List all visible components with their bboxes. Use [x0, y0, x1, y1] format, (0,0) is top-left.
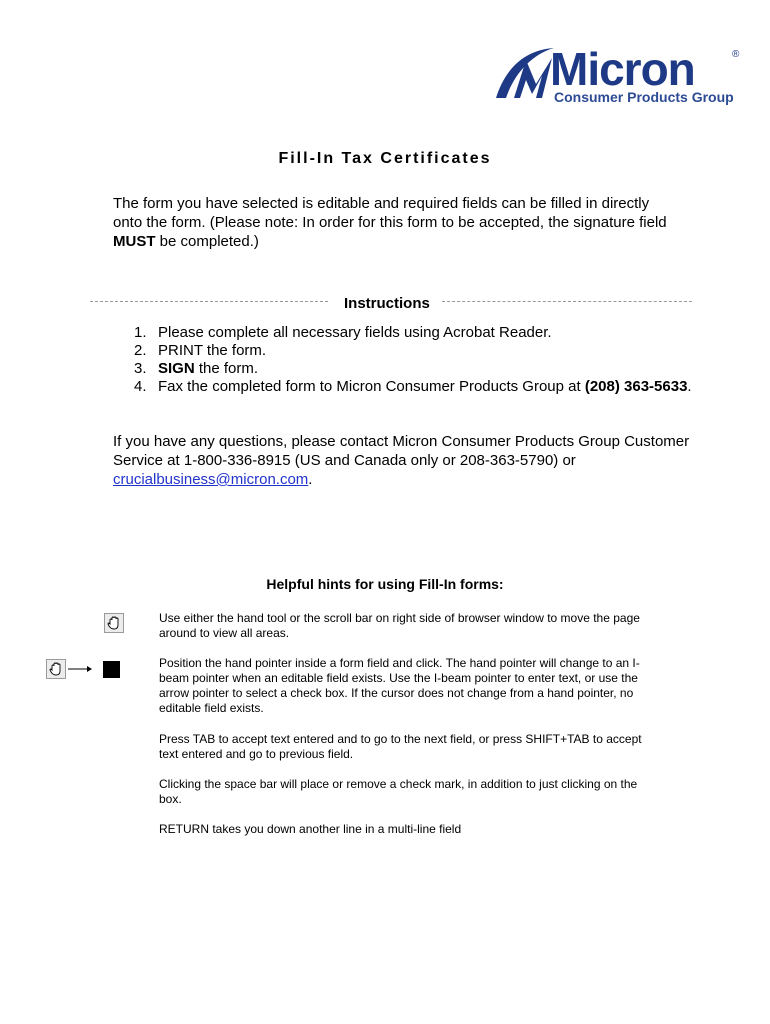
- list-item: [134, 342, 724, 360]
- contact-suffix: .: [308, 471, 313, 488]
- list-item: [134, 324, 724, 342]
- step-suffix: .: [687, 378, 692, 395]
- logo-registered-mark: ®: [732, 49, 740, 60]
- hint-item: Clicking the space bar will place or remove a check mark, in addition to just clicking on the box.: [159, 777, 638, 806]
- instructions-heading: Instructions: [344, 295, 430, 312]
- step-text: the form.: [194, 360, 259, 377]
- step-number: 1.: [134, 324, 147, 341]
- step-number: 2.: [134, 342, 147, 359]
- contact-paragraph: [113, 432, 713, 489]
- ibeam-box-icon: [103, 661, 120, 678]
- contact-text: If you have any questions, please contact Micron Consumer Products Group Customer Service at 1-800-336-8915 (US and Canada only or 208-363-5790) or: [113, 433, 690, 469]
- hint-item: Use either the hand tool or the scroll bar on right side of browser window to move the page around to view all areas.: [159, 611, 640, 640]
- instruction-steps: [134, 324, 724, 396]
- step-number: 3.: [134, 360, 147, 377]
- instructions-divider: [90, 295, 694, 315]
- page-title: Fill-In Tax Certificates: [278, 150, 492, 167]
- hint-item: RETURN takes you down another line in a multi-line field: [159, 822, 462, 836]
- intro-text-end: be completed.): [155, 233, 259, 250]
- hand-tool-icon: [104, 613, 124, 633]
- divider-line-left: [90, 301, 328, 302]
- hand-pointer-icon: [46, 659, 66, 679]
- intro-text: The form you have selected is editable and required fields can be filled in directly onto the form. (Please note: In order for this form to be accepted, the signature field: [113, 195, 667, 231]
- step-number: 4.: [134, 378, 147, 395]
- hint-item: Press TAB to accept text entered and to go to the next field, or press SHIFT+TAB to accept text entered and go to previous field.: [159, 732, 642, 761]
- logo-wordmark: Micron: [550, 43, 695, 95]
- step-bold: SIGN: [158, 360, 195, 377]
- hints-heading: Helpful hints for using Fill-In forms:: [266, 576, 504, 592]
- hint-item: Position the hand pointer inside a form field and click. The hand pointer will change to an I-beam pointer when an editable field exists. Use the I-beam pointer to enter text, or use the arrow pointer to select a check box. If the cursor does not change from a hand pointer, no editable field exists.: [159, 656, 640, 715]
- list-item: [134, 360, 724, 378]
- intro-emphasis: MUST: [113, 233, 156, 250]
- micron-logo: [492, 38, 752, 118]
- email-link[interactable]: crucialbusiness@micron.com: [113, 471, 309, 488]
- arrow-icon: [68, 664, 92, 674]
- fax-number: (208) 363-5633: [584, 378, 688, 395]
- list-item: [134, 378, 724, 396]
- step-text: Please complete all necessary fields using Acrobat Reader.: [158, 324, 552, 341]
- divider-line-right: [442, 301, 692, 302]
- step-text: Fax the completed form to Micron Consumer Products Group at: [158, 378, 585, 395]
- step-text: PRINT the form.: [158, 342, 267, 359]
- intro-paragraph: [113, 194, 673, 251]
- logo-subtitle: Consumer Products Group: [554, 89, 734, 105]
